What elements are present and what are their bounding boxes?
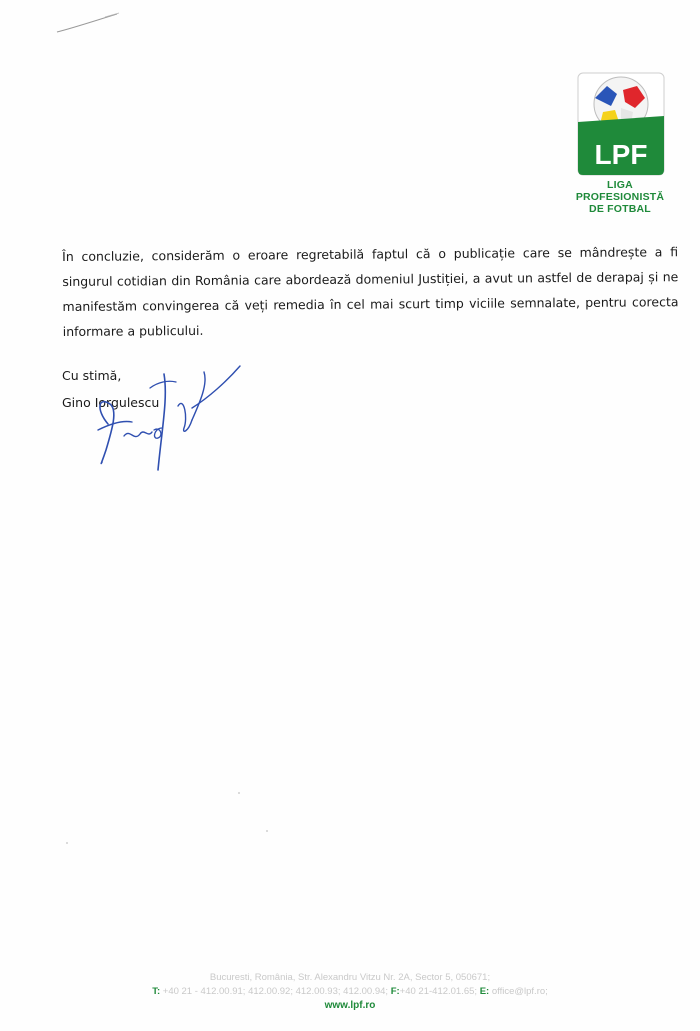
lpf-badge-text: LPF (594, 139, 648, 170)
lpf-badge-icon (577, 72, 665, 176)
lpf-logo (570, 72, 670, 222)
logo-caption-line-3: DE FOTBAL (589, 203, 651, 215)
paper-speck (238, 792, 240, 794)
email-value[interactable]: office@lpf.ro; (491, 986, 548, 997)
signatory-name: Gino Iorgulescu (62, 395, 160, 410)
paper-speck (66, 842, 68, 844)
footer-address: Bucuresti, România, Str. Alexandru Vitzu Nr. 2A, Sector 5, 050671; (209, 972, 491, 983)
tel-label: T: (152, 986, 161, 997)
handwritten-signature (88, 358, 248, 476)
pen-mark (55, 8, 125, 38)
fax-value: +40 21-412.01.65; (399, 986, 478, 997)
body-paragraph: În concluzie, considerăm o eroare regretabilă faptul că o publicație care se mândrește a fi singurul cotidian din România care abordează domeniul Justiției, a avut un astfel de derapaj și ne manifestăm convingerea că veți remedia în cel mai scurt timp viciile semnalate, pentru corecta informare a publicului. (62, 244, 679, 339)
logo-caption-line-1: LIGA (607, 179, 633, 191)
tel-value: +40 21 - 412.00.91; 412.00.92; 412.00.93; 412.00.94; (162, 986, 389, 997)
fax-label: F: (390, 986, 400, 997)
salutation: Cu stimă, (62, 368, 122, 383)
letterhead-footer (0, 971, 700, 1013)
website-link[interactable]: www.lpf.ro (324, 1000, 376, 1011)
email-label: E: (479, 986, 490, 997)
logo-caption-line-2: PROFESIONISTĂ (575, 191, 665, 203)
logo-caption (570, 179, 670, 215)
paper-speck (266, 830, 268, 832)
footer-contacts (0, 985, 700, 999)
